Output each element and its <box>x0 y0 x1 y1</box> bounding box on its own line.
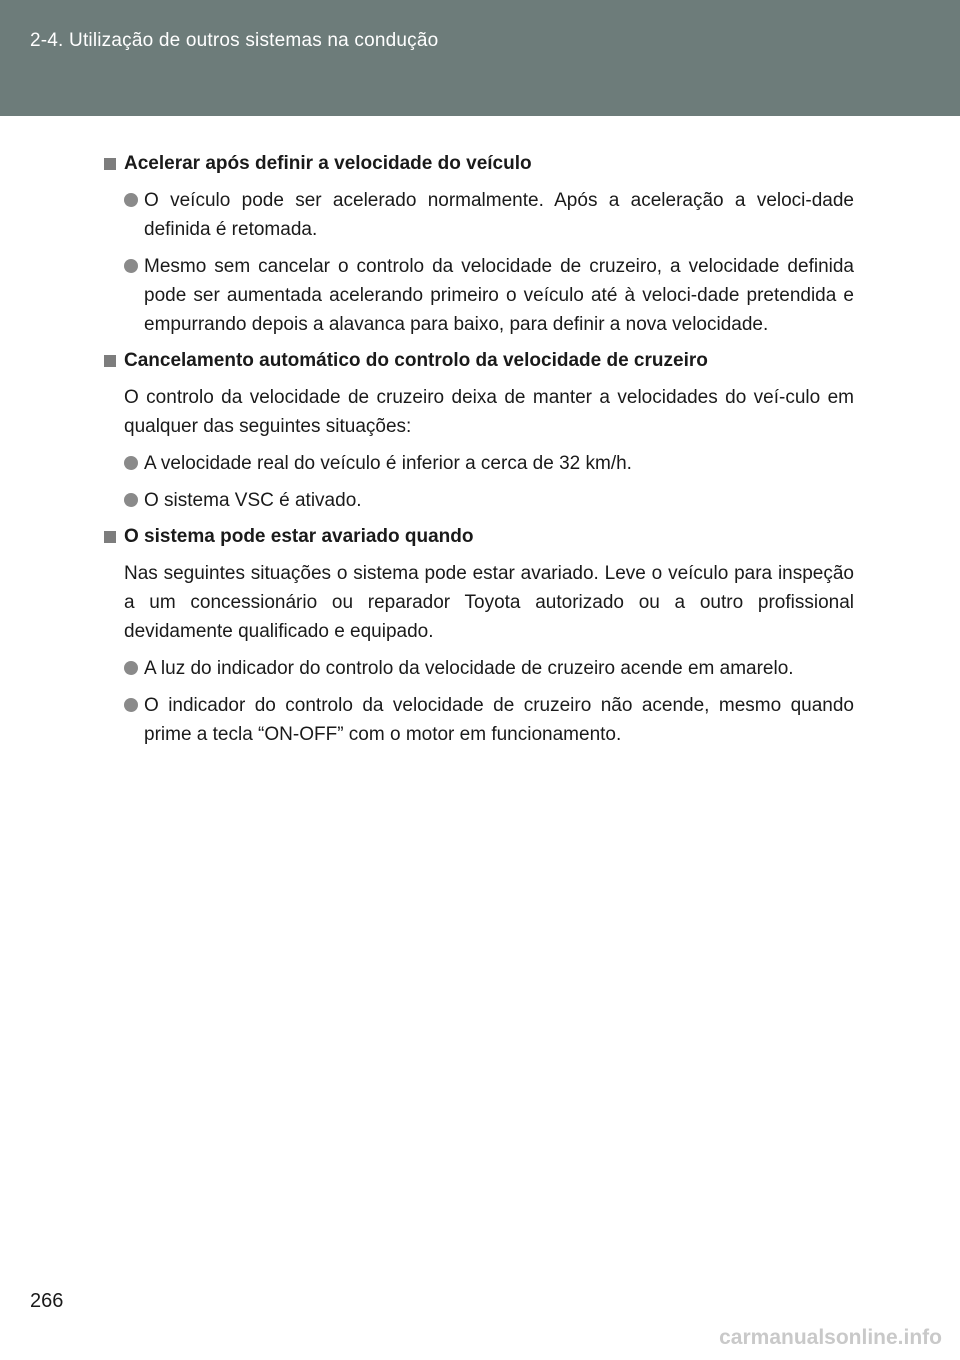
square-bullet-icon <box>104 355 116 367</box>
section-heading-1: Acelerar após definir a velocidade do veículo <box>104 150 854 178</box>
list-item: O indicador do controlo da velocidade de cruzeiro não acende, mesmo quando prime a tecla “ON-OFF” com o motor em funcionamento. <box>124 691 854 749</box>
circle-bullet-icon <box>124 698 138 712</box>
circle-bullet-icon <box>124 259 138 273</box>
section-paragraph: Nas seguintes situações o sistema pode estar avariado. Leve o veículo para inspeção a um concessionário ou reparador Toyota autorizado ou a outro profissional devidamente qualificado e equipado. <box>124 563 854 642</box>
list-item: Mesmo sem cancelar o controlo da velocidade de cruzeiro, a velocidade definida pode ser aumentada acelerando primeiro o veículo até à veloci-dade pretendida e empurrando depois a alavanca para baixo, para definir a nova velocidade. <box>124 252 854 339</box>
section-heading-2: Cancelamento automático do controlo da velocidade de cruzeiro <box>104 347 854 375</box>
section-paragraph: O controlo da velocidade de cruzeiro deixa de manter a velocidades do veí-culo em qualquer das seguintes situações: <box>124 387 854 437</box>
chapter-title: 2-4. Utilização de outros sistemas na condução <box>30 30 439 51</box>
circle-bullet-icon <box>124 456 138 470</box>
list-item: O sistema VSC é ativado. <box>124 486 854 515</box>
page-content <box>104 150 854 757</box>
section-heading-3: O sistema pode estar avariado quando <box>104 523 854 551</box>
watermark-text: carmanualsonline.info <box>719 1326 942 1349</box>
page-number: 266 <box>30 1290 64 1312</box>
list-item: A luz do indicador do controlo da velocidade de cruzeiro acende em amarelo. <box>124 654 854 683</box>
list-item: A velocidade real do veículo é inferior a cerca de 32 km/h. <box>124 449 854 478</box>
chapter-header <box>0 0 960 116</box>
circle-bullet-icon <box>124 193 138 207</box>
square-bullet-icon <box>104 158 116 170</box>
list-item: O veículo pode ser acelerado normalmente. Após a aceleração a veloci-dade definida é retomada. <box>124 186 854 244</box>
square-bullet-icon <box>104 531 116 543</box>
circle-bullet-icon <box>124 493 138 507</box>
circle-bullet-icon <box>124 661 138 675</box>
